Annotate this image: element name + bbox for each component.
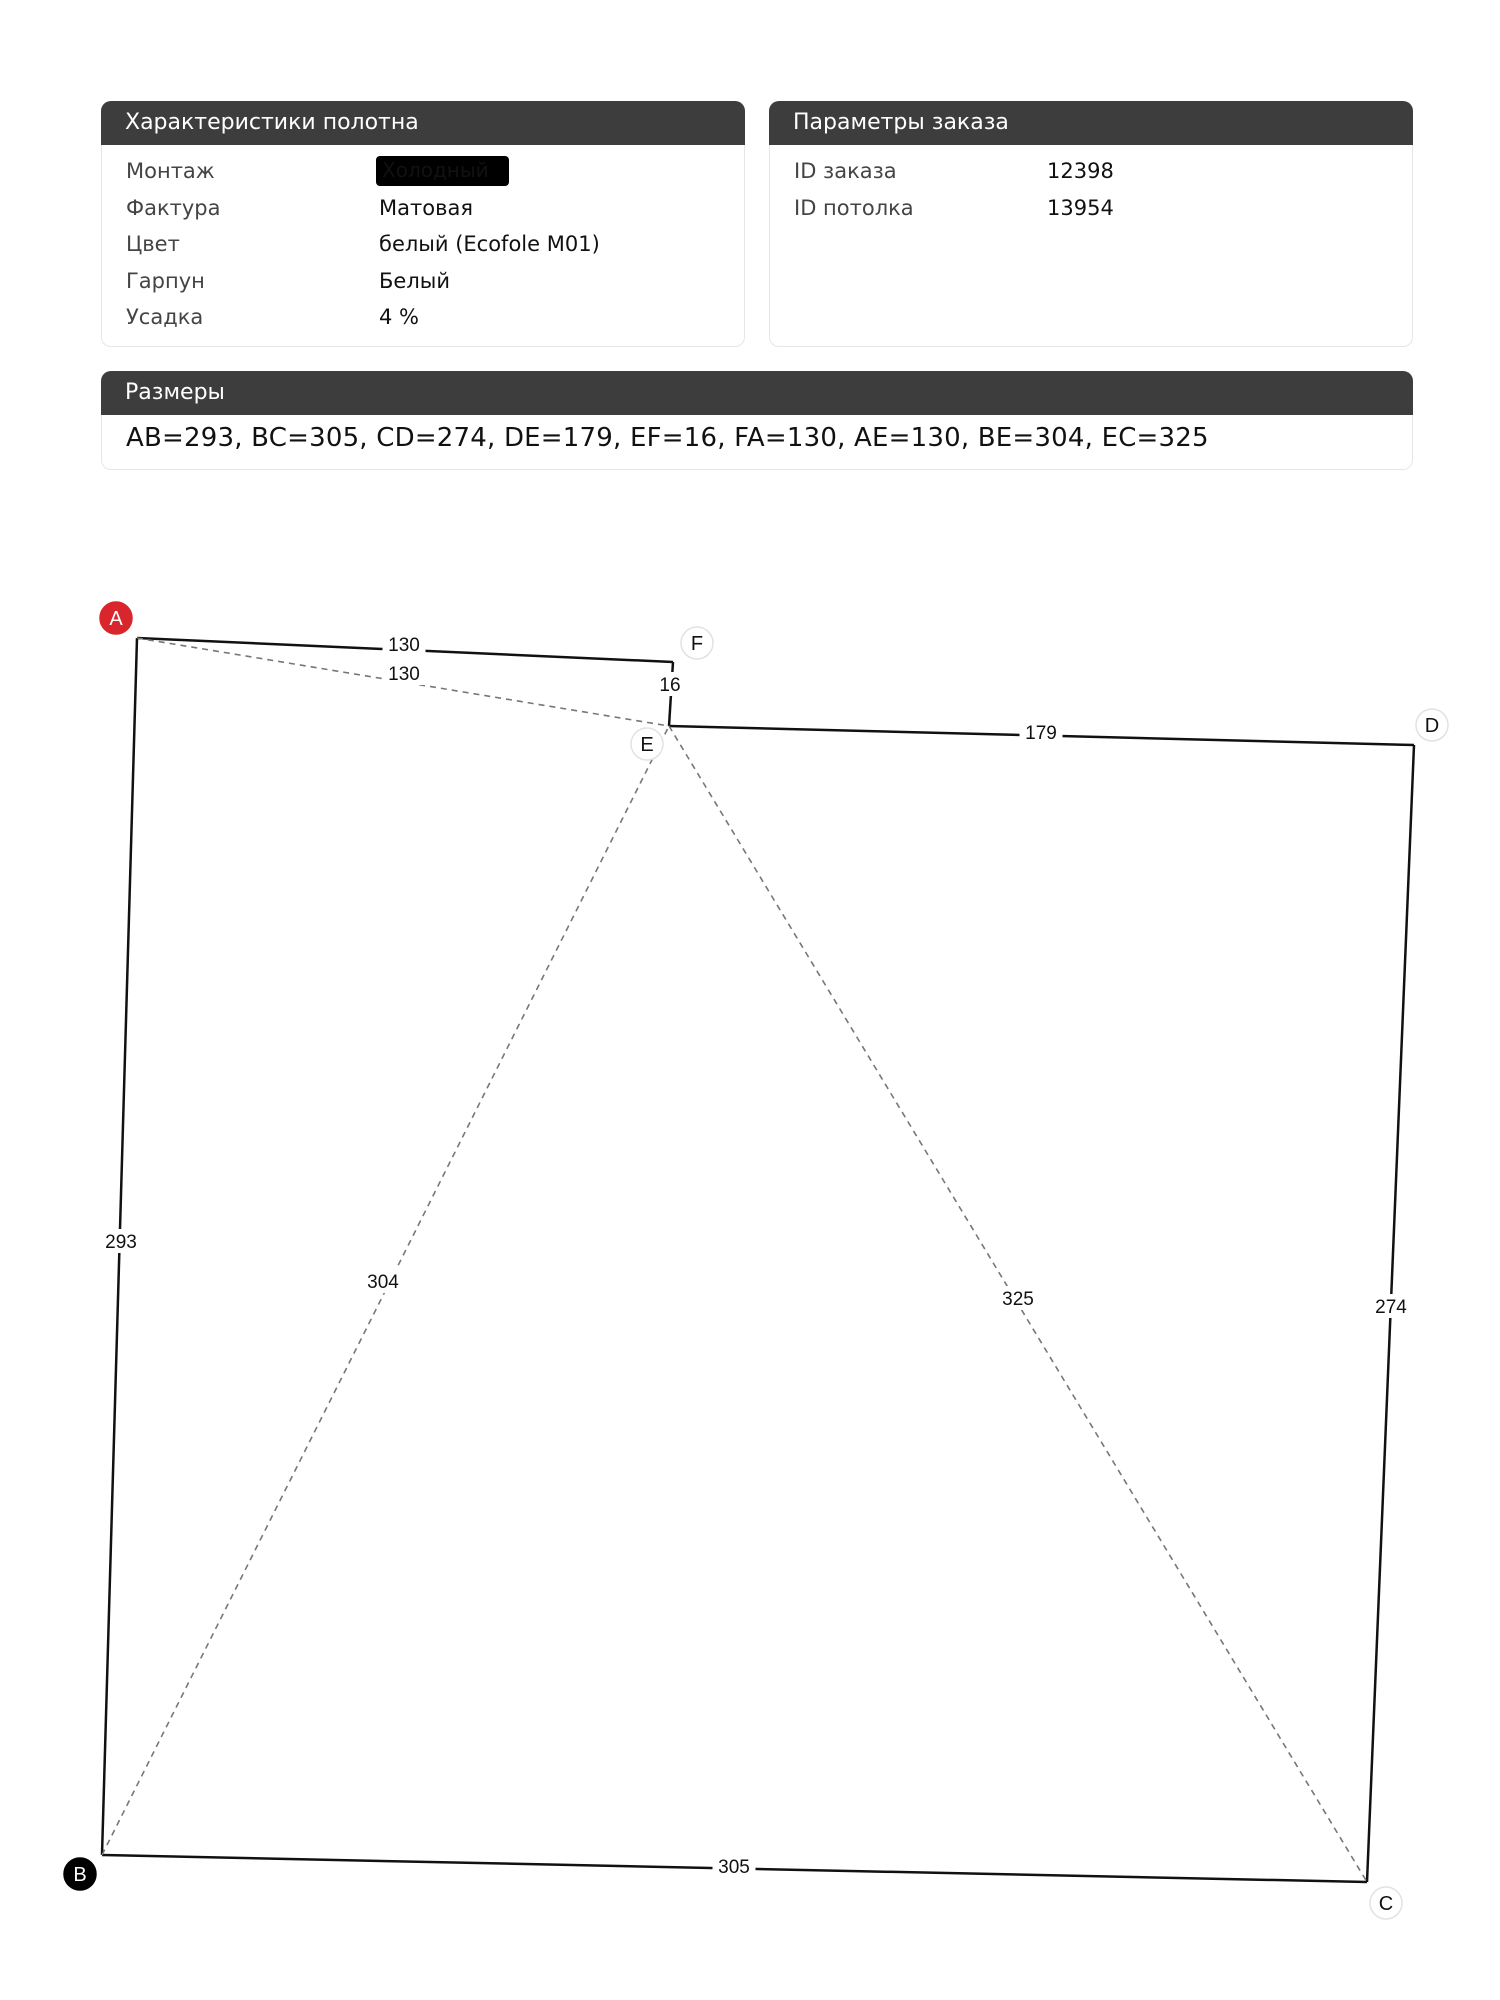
color-label: Цвет <box>126 232 180 257</box>
edge-label-ed: 179 <box>1025 723 1057 744</box>
dimensions-text: AB=293, BC=305, CD=274, DE=179, EF=16, FA=130, AE=130, BE=304, EC=325 <box>126 423 1209 453</box>
dimensions-title: Размеры <box>101 371 1413 415</box>
edge-label-ba: 293 <box>105 1232 137 1253</box>
edge-labels-layer <box>100 632 1413 1878</box>
texture-label: Фактура <box>126 195 221 220</box>
characteristics-title: Характеристики полотна <box>101 101 745 145</box>
edge-label-fe: 16 <box>659 675 681 696</box>
harpoon-value: Белый <box>379 268 450 293</box>
vertex-label-b: B <box>73 1864 87 1886</box>
shrinkage-label: Усадка <box>126 305 204 330</box>
vertex-label-f: F <box>690 633 704 655</box>
edge-label-af: 130 <box>388 635 420 656</box>
edge-label-ae: 130 <box>388 664 420 685</box>
vertices-layer <box>64 602 1448 1919</box>
order-id-label: ID заказа <box>794 159 897 184</box>
color-value: белый (Ecofole M01) <box>379 232 600 257</box>
ceiling-id-label: ID потолка <box>794 195 914 220</box>
ceiling-id-value: 13954 <box>1047 195 1114 220</box>
edge-label-dc: 274 <box>1375 1297 1407 1318</box>
edges-layer <box>102 638 1414 1882</box>
order-title: Параметры заказа <box>769 101 1413 145</box>
harpoon-label: Гарпун <box>126 268 205 293</box>
vertex-label-c: C <box>1378 1893 1394 1915</box>
texture-value: Матовая <box>379 195 473 220</box>
mounting-badge: Холодный <box>376 156 509 186</box>
shrinkage-value: 4 % <box>379 305 419 330</box>
edge-label-be: 304 <box>367 1272 399 1293</box>
edge-label-ec: 325 <box>1002 1289 1034 1310</box>
vertex-label-e: E <box>640 734 654 756</box>
mounting-label: Монтаж <box>126 159 215 184</box>
edge-label-cb: 305 <box>718 1857 750 1878</box>
order-id-value: 12398 <box>1047 159 1114 184</box>
vertex-label-a: A <box>109 608 123 630</box>
vertex-label-d: D <box>1424 715 1440 737</box>
